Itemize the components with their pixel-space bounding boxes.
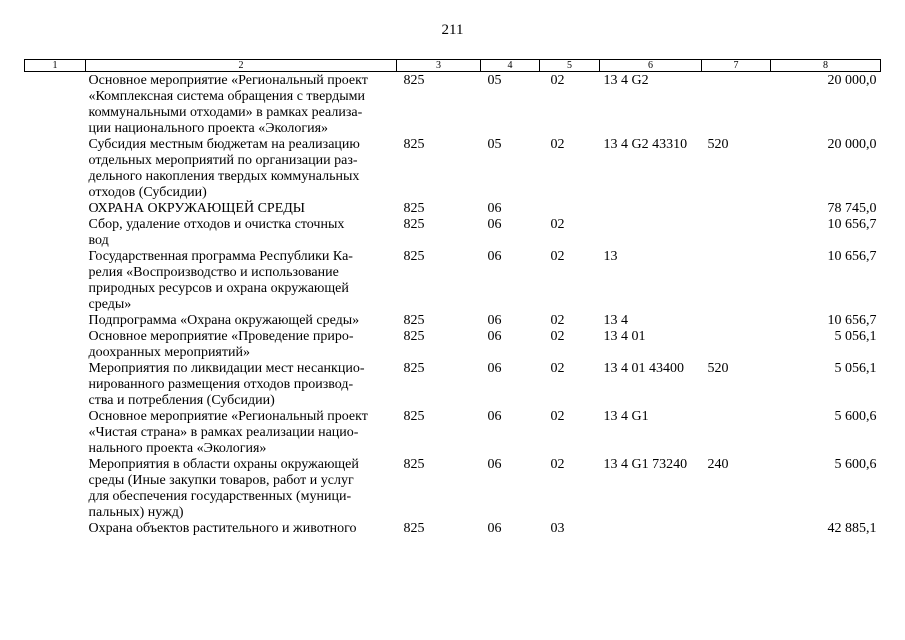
- subsection-code: 02: [550, 409, 565, 424]
- ministry-code: 825: [403, 457, 425, 472]
- description-line: «Чистая страна» в рамках реализации нацио-: [88, 425, 359, 440]
- amount: 5 600,6: [834, 409, 877, 424]
- expense-type-code: [702, 521, 771, 537]
- table-row: [25, 361, 881, 409]
- description-line: Охрана объектов растительного и животного: [88, 521, 357, 536]
- row-description: [86, 329, 397, 361]
- description-line: коммунальными отходами» в рамках реализа-: [88, 105, 363, 120]
- ministry-code: 825: [403, 361, 425, 376]
- amount: 5 056,1: [834, 329, 877, 344]
- row-spacer-cell: [25, 137, 86, 201]
- subsection-code: [540, 201, 600, 217]
- table-row: [25, 217, 881, 249]
- section-code: 05: [487, 137, 502, 152]
- description-line: доохранных мероприятий»: [88, 345, 250, 360]
- subsection-code: 02: [550, 249, 565, 264]
- description-line: среды»: [88, 297, 132, 312]
- table-row: [25, 201, 881, 217]
- description-line: для обеспечения государственных (муници-: [88, 489, 352, 504]
- description-line: вод: [88, 233, 109, 248]
- subsection-code: 02: [550, 137, 565, 152]
- amount: 10 656,7: [827, 217, 877, 232]
- description-line: Основное мероприятие «Региональный проект: [88, 409, 368, 424]
- amount: 10 656,7: [827, 313, 877, 328]
- section-code: 06: [487, 313, 502, 328]
- table-row: [25, 409, 881, 457]
- subsection-code: 02: [550, 73, 565, 88]
- row-spacer-cell: [25, 361, 86, 409]
- amount: 78 745,0: [827, 201, 877, 216]
- description-line: Государственная программа Республики Ка-: [88, 249, 353, 264]
- row-spacer-cell: [25, 409, 86, 457]
- target-article-code: 13 4 01: [603, 329, 646, 344]
- ministry-code: 825: [403, 313, 425, 328]
- expense-type-code: [702, 72, 771, 138]
- table-row: [25, 457, 881, 521]
- table-row: [25, 249, 881, 313]
- target-article-code: 13 4 G1: [603, 409, 649, 424]
- amount: 5 056,1: [834, 361, 877, 376]
- description-line: Субсидия местным бюджетам на реализацию: [88, 137, 360, 152]
- subsection-code: 02: [550, 457, 565, 472]
- table-row: [25, 137, 881, 201]
- section-code: 06: [487, 201, 502, 216]
- column-number-header: [25, 60, 881, 72]
- amount: 10 656,7: [827, 249, 877, 264]
- ministry-code: 825: [403, 329, 425, 344]
- expense-type-code: [702, 201, 771, 217]
- target-article-code: 13 4: [603, 313, 628, 328]
- target-article-code: [600, 217, 702, 249]
- description-line: нированного размещения отходов производ-: [88, 377, 354, 392]
- description-line: Мероприятия по ликвидации мест несанкцио-: [88, 361, 365, 376]
- page-number: 211: [441, 22, 464, 38]
- expense-type-code: [702, 249, 771, 313]
- row-description: [86, 409, 397, 457]
- row-description: [86, 313, 397, 329]
- description-line: Основное мероприятие «Проведение приро-: [88, 329, 354, 344]
- column-header: 1: [25, 60, 86, 72]
- amount: 20 000,0: [827, 73, 877, 88]
- description-line: ства и потребления (Субсидии): [88, 393, 275, 408]
- target-article-code: 13 4 G2 43310: [603, 137, 688, 152]
- row-description: [86, 457, 397, 521]
- amount: 42 885,1: [827, 521, 877, 536]
- row-description: [86, 361, 397, 409]
- row-spacer-cell: [25, 249, 86, 313]
- ministry-code: 825: [403, 521, 425, 536]
- column-header: 2: [86, 60, 397, 72]
- amount: 20 000,0: [827, 137, 877, 152]
- row-description: [86, 72, 397, 138]
- ministry-code: 825: [403, 201, 425, 216]
- description-line: нального проекта «Экология»: [88, 441, 267, 456]
- description-line: пальных) нужд): [88, 505, 184, 520]
- expense-type-code: [702, 409, 771, 457]
- column-header: 4: [481, 60, 540, 72]
- row-description: [86, 521, 397, 537]
- subsection-code: 02: [550, 217, 565, 232]
- description-line: Сбор, удаление отходов и очистка сточных: [88, 217, 345, 232]
- expense-type-code: 520: [707, 361, 729, 376]
- row-spacer-cell: [25, 329, 86, 361]
- subsection-code: 03: [550, 521, 565, 536]
- column-header: 5: [540, 60, 600, 72]
- subsection-code: 02: [550, 313, 565, 328]
- description-line: отходов (Субсидии): [88, 185, 207, 200]
- expense-type-code: 240: [707, 457, 729, 472]
- row-spacer-cell: [25, 217, 86, 249]
- expense-type-code: [702, 313, 771, 329]
- section-code: 06: [487, 329, 502, 344]
- description-line: отдельных мероприятий по организации раз-: [88, 153, 358, 168]
- table-body: [25, 72, 881, 538]
- target-article-code: [600, 521, 702, 537]
- row-description: [86, 217, 397, 249]
- ministry-code: 825: [403, 137, 425, 152]
- section-code: 06: [487, 409, 502, 424]
- subsection-code: 02: [550, 361, 565, 376]
- target-article-code: 13: [603, 249, 618, 264]
- description-line: Основное мероприятие «Региональный проект: [88, 73, 368, 88]
- section-code: 06: [487, 217, 502, 232]
- column-header: 7: [702, 60, 771, 72]
- row-spacer-cell: [25, 521, 86, 537]
- row-description: [86, 201, 397, 217]
- ministry-code: 825: [403, 409, 425, 424]
- target-article-code: [600, 201, 702, 217]
- description-line: дельного накопления твердых коммунальных: [88, 169, 360, 184]
- budget-table: [24, 59, 881, 537]
- column-header: 8: [771, 60, 881, 72]
- row-spacer-cell: [25, 313, 86, 329]
- description-line: релия «Воспроизводство и использование: [88, 265, 339, 280]
- description-line: среды (Иные закупки товаров, работ и услуг: [88, 473, 354, 488]
- description-line: Подпрограмма «Охрана окружающей среды»: [88, 313, 360, 328]
- row-spacer-cell: [25, 72, 86, 138]
- description-line: Мероприятия в области охраны окружающей: [88, 457, 359, 472]
- target-article-code: 13 4 01 43400: [603, 361, 684, 376]
- section-code: 06: [487, 249, 502, 264]
- table-row: [25, 521, 881, 537]
- description-line: природных ресурсов и охрана окружающей: [88, 281, 349, 296]
- subsection-code: 02: [550, 329, 565, 344]
- target-article-code: 13 4 G1 73240: [603, 457, 688, 472]
- target-article-code: 13 4 G2: [603, 73, 649, 88]
- table-row: [25, 72, 881, 138]
- ministry-code: 825: [403, 217, 425, 232]
- ministry-code: 825: [403, 73, 425, 88]
- row-spacer-cell: [25, 201, 86, 217]
- row-description: [86, 249, 397, 313]
- section-code: 06: [487, 521, 502, 536]
- table-row: [25, 329, 881, 361]
- expense-type-code: [702, 217, 771, 249]
- description-line: «Комплексная система обращения с твердыми: [88, 89, 365, 104]
- section-code: 06: [487, 361, 502, 376]
- section-code: 05: [487, 73, 502, 88]
- expense-type-code: [702, 329, 771, 361]
- row-spacer-cell: [25, 457, 86, 521]
- description-line: ОХРАНА ОКРУЖАЮЩЕЙ СРЕДЫ: [88, 201, 306, 216]
- description-line: ции национального проекта «Экология»: [88, 121, 329, 136]
- section-code: 06: [487, 457, 502, 472]
- expense-type-code: 520: [707, 137, 729, 152]
- amount: 5 600,6: [834, 457, 877, 472]
- row-description: [86, 137, 397, 201]
- column-header: 6: [600, 60, 702, 72]
- column-header: 3: [397, 60, 481, 72]
- table-row: [25, 313, 881, 329]
- ministry-code: 825: [403, 249, 425, 264]
